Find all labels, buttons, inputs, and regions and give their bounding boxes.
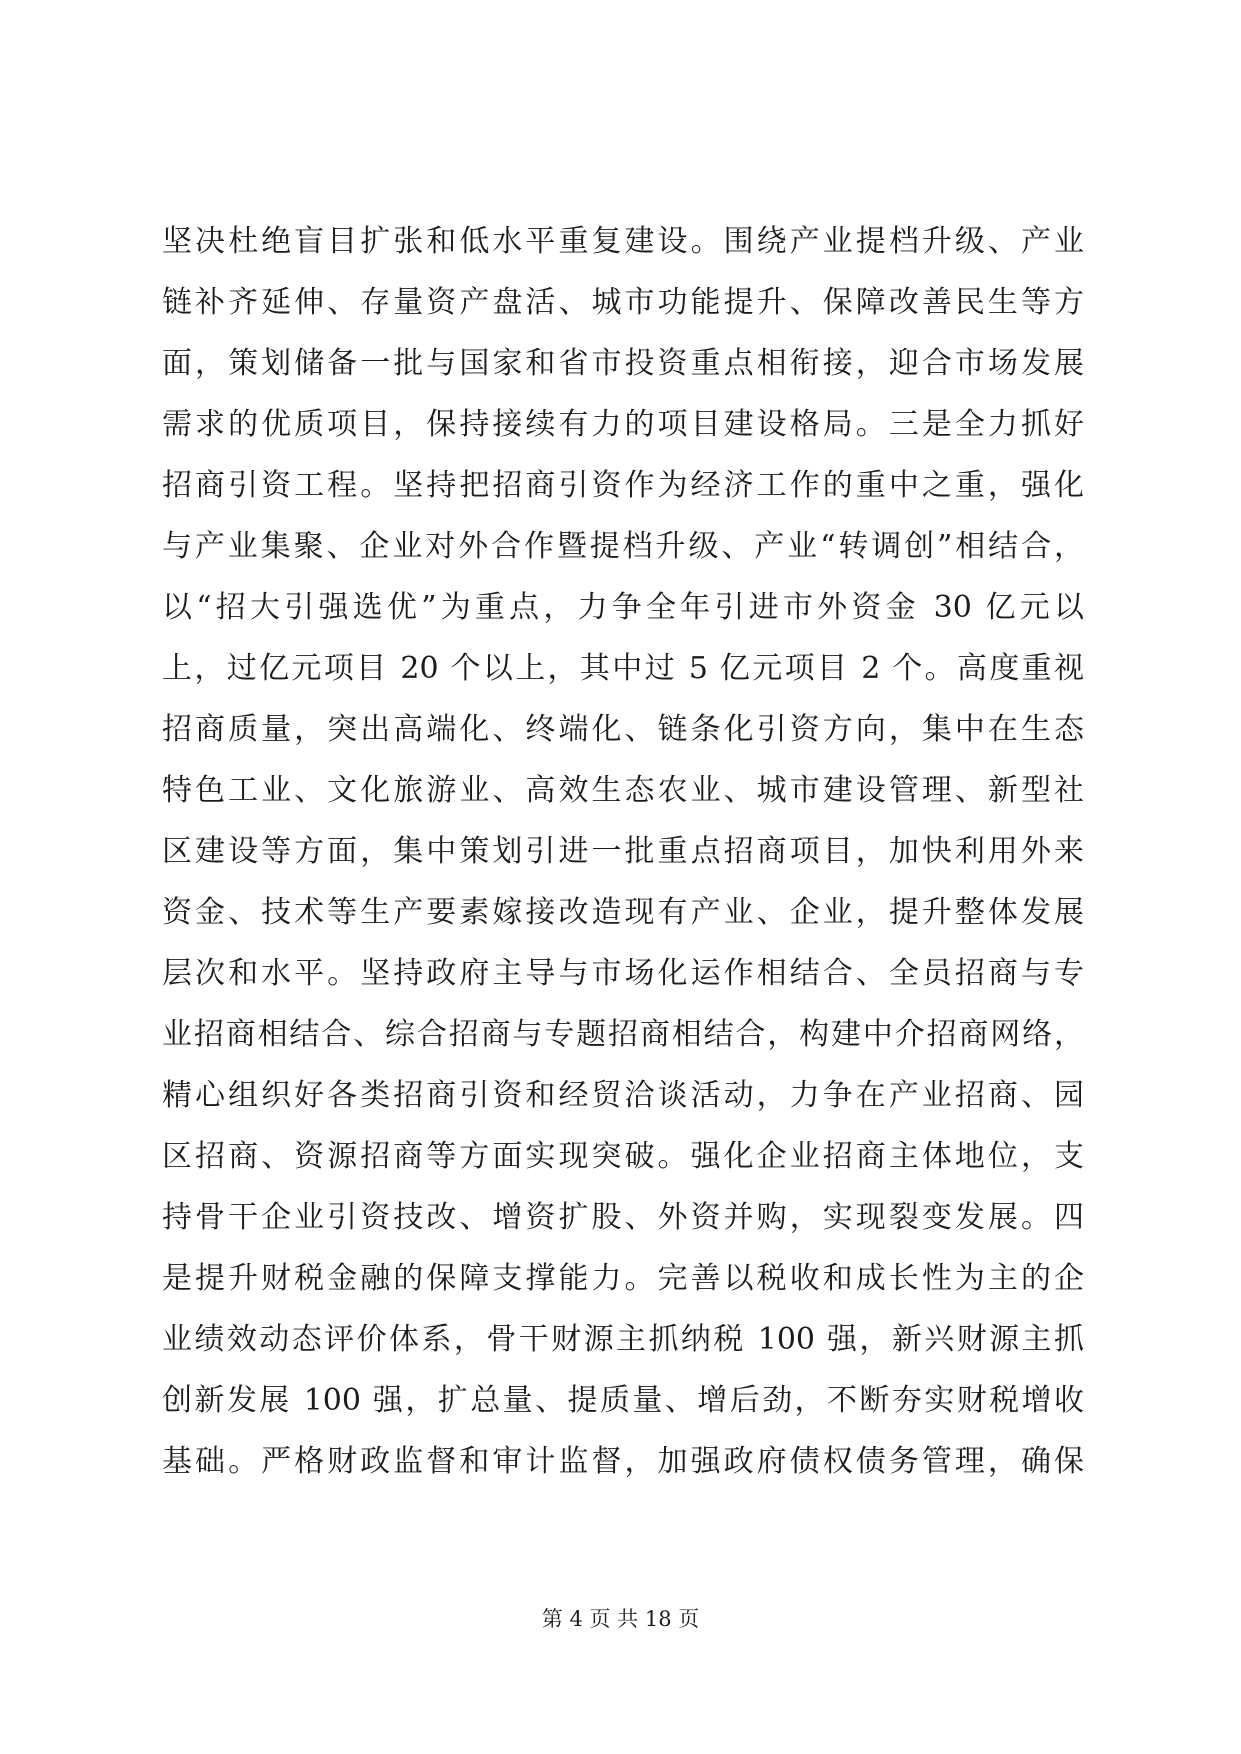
text-line: 精心组织好各类招商引资和经贸洽谈活动，力争在产业招商、园 (162, 1078, 1084, 1113)
text-line: 上，过亿元项目 20 个以上，其中过 5 亿元项目 2 个。高度重视 (162, 651, 1084, 686)
text-line: 创新发展 100 强，扩总量、提质量、增后劲，不断夯实财税增收 (162, 1383, 1084, 1418)
text-line: 招商质量，突出高端化、终端化、链条化引资方向，集中在生态 (162, 712, 1084, 747)
text-line: 业绩效动态评价体系，骨干财源主抓纳税 100 强，新兴财源主抓 (162, 1322, 1084, 1357)
text-line: 持骨干企业引资技改、增资扩股、外资并购，实现裂变发展。四 (162, 1200, 1084, 1235)
text-line: 区建设等方面，集中策划引进一批重点招商项目，加快利用外来 (162, 834, 1084, 869)
text-line: 面，策划储备一批与国家和省市投资重点相衔接，迎合市场发展 (162, 346, 1084, 381)
text-line: 基础。严格财政监督和审计监督，加强政府债权债务管理，确保 (162, 1444, 1084, 1479)
text-line: 以“招大引强选优”为重点，力争全年引进市外资金 30 亿元以 (162, 590, 1084, 625)
text-line: 业招商相结合、综合招商与专题招商相结合，构建中介招商网络， (162, 1017, 1084, 1052)
text-line: 特色工业、文化旅游业、高效生态农业、城市建设管理、新型社 (162, 773, 1084, 808)
text-line: 资金、技术等生产要素嫁接改造现有产业、企业，提升整体发展 (162, 895, 1084, 930)
page-footer: 第 4 页 共 18 页 (541, 1607, 700, 1631)
text-line: 区招商、资源招商等方面实现突破。强化企业招商主体地位，支 (162, 1139, 1084, 1174)
text-line: 层次和水平。坚持政府主导与市场化运作相结合、全员招商与专 (162, 956, 1084, 991)
text-line: 与产业集聚、企业对外合作暨提档升级、产业“转调创”相结合， (162, 529, 1084, 564)
text-line: 是提升财税金融的保障支撑能力。完善以税收和成长性为主的企 (162, 1261, 1084, 1296)
text-line: 需求的优质项目，保持接续有力的项目建设格局。三是全力抓好 (162, 407, 1084, 442)
body-text (162, 211, 1084, 1492)
text-line: 招商引资工程。坚持把招商引资作为经济工作的重中之重，强化 (162, 468, 1084, 503)
text-line: 链补齐延伸、存量资产盘活、城市功能提升、保障改善民生等方 (162, 285, 1084, 320)
text-line: 坚决杜绝盲目扩张和低水平重复建设。围绕产业提档升级、产业 (162, 224, 1084, 259)
